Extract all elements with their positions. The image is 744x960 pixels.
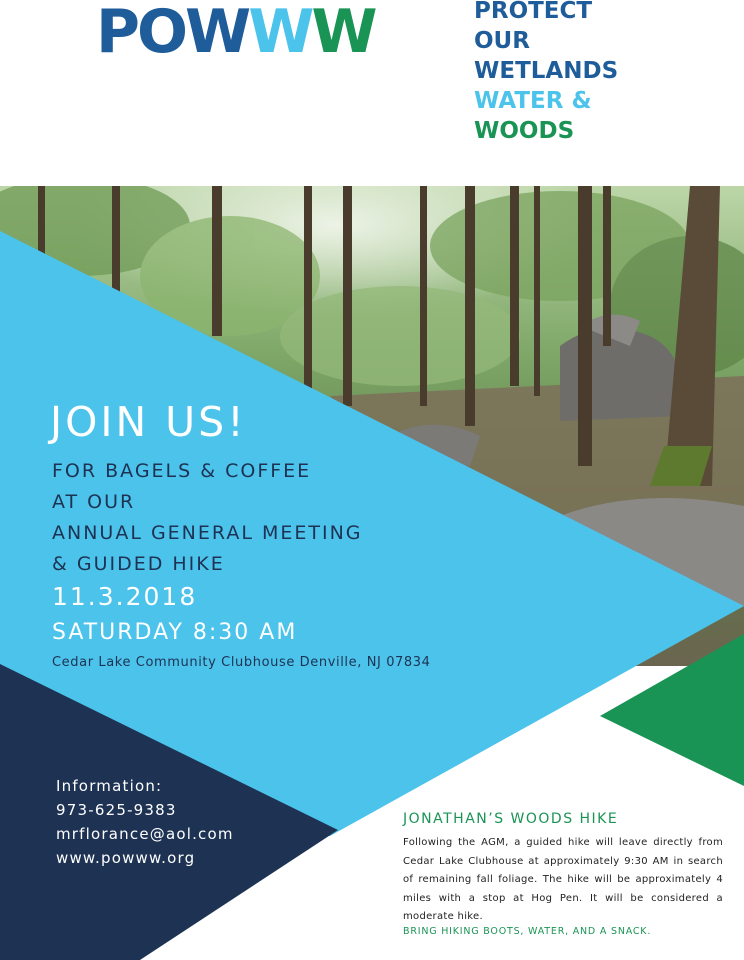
tagline-line-water: WATER &	[474, 88, 592, 114]
tagline-line-our: OUR	[474, 28, 530, 54]
event-time: SATURDAY 8:30 AM	[52, 620, 298, 645]
tagline-line-woods: WOODS	[474, 118, 575, 144]
tagline	[474, 0, 618, 146]
tagline-line-wetlands: WETLANDS	[474, 58, 619, 84]
event-address: Cedar Lake Community Clubhouse Denville, NJ 07834	[52, 655, 431, 670]
event-line-bagels: FOR BAGELS & COFFEE	[52, 460, 312, 482]
event-line-hike: & GUIDED HIKE	[52, 553, 225, 575]
contact-website[interactable]: www.powww.org	[56, 849, 196, 867]
logo-letter-w3: W	[311, 0, 375, 67]
tagline-line-protect: PROTECT	[474, 0, 593, 24]
hike-note: BRING HIKING BOOTS, WATER, AND A SNACK.	[403, 926, 652, 937]
headline: JOIN US!	[50, 398, 247, 446]
event-line-agm: ANNUAL GENERAL MEETING	[52, 522, 363, 544]
logo-letter-w2: W	[248, 0, 312, 67]
event-date: 11.3.2018	[52, 582, 198, 611]
logo-letter-w1: W	[185, 0, 249, 67]
powww-logo	[96, 0, 375, 67]
contact-phone: 973-625-9383	[56, 801, 177, 819]
logo-letter-o: O	[136, 0, 185, 67]
event-line-at-our: AT OUR	[52, 491, 136, 513]
hike-title: JONATHAN’S WOODS HIKE	[403, 811, 619, 827]
hike-description: Following the AGM, a guided hike will leave directly from Cedar Lake Clubhouse at approximately 9:30 AM in search of remaining fall foliage. The hike will be approximately 4 miles with a stop at Hog Pen. It will be considered a moderate hike.	[403, 837, 723, 922]
contact-info	[56, 774, 234, 870]
contact-heading: Information:	[56, 777, 163, 795]
logo-letter-p: P	[96, 0, 137, 67]
contact-email[interactable]: mrflorance@aol.com	[56, 825, 234, 843]
